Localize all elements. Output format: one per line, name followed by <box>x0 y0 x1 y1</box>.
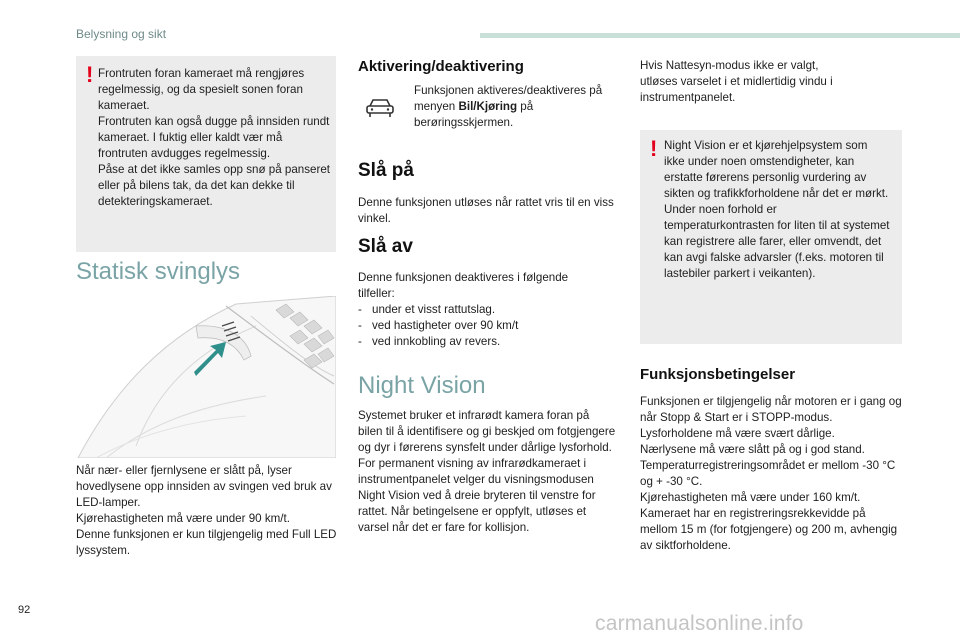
list-item: - under et visst rattutslag. <box>358 302 616 318</box>
switch-off-title: Slå av <box>358 236 413 257</box>
conditions-title: Funksjonsbetingelser <box>640 366 796 383</box>
camera-warning-text: Frontruten foran kameraet må rengjøres regelmessig, og da spesielt sonen foran kameraet. Frontruten kan også dugge på innsiden rundt kameraet. I fuktig eller kaldt vær må frontruten avdugges regelmessig. Påse at det ikke samles opp snø på panseret eller på bilens tak, da det kan dekke til detekteringskameraet. <box>98 67 331 208</box>
activation-text-menu: Bil/Kjøring <box>458 100 518 113</box>
static-light-text: Når nær- eller fjernlysene er slått på, lyser hovedlysene opp innsiden av svingen ved bruk av LED-lamper. Kjørehastigheten må være under 90 km/t. Denne funksjonen er kun tilgjengelig med Full LED lyssystem. <box>76 464 337 557</box>
headlight-illustration <box>76 296 336 458</box>
static-light-title: Statisk svinglys <box>76 258 241 285</box>
switch-on-title: Slå på <box>358 160 414 181</box>
switch-on-text: Denne funksjonen utløses når rattet vris til en viss vinkel. <box>358 196 614 225</box>
switch-off-intro: Denne funksjonen deaktiveres i følgende tilfeller: <box>358 271 569 300</box>
camera-warning-box <box>76 56 336 252</box>
switch-off-list <box>358 302 616 350</box>
conditions-text: Funksjonen er tilgjengelig når motoren er i gang og når Stopp & Start er i STOPP-modus. Lysforholdene må være svært dårlige. Nærlysene må være slått på og i god stand. Temperaturregistreringsområdet er mellom -30 °C og + -30 °C. Kjørehastigheten må være under 160 km/t. Kameraet har en registreringsrekkevidde på mellom 15 m (for fotgjengere) og 200 m, avhengig av siktforholdene. <box>640 395 902 552</box>
warning-exclamation-icon: ! <box>86 62 94 87</box>
list-item: - ved innkobling av revers. <box>358 334 616 350</box>
activation-text <box>414 83 606 131</box>
night-vision-title: Night Vision <box>358 372 486 399</box>
night-vision-text: Systemet bruker et infrarødt kamera foran på bilen til å identifisere og gi beskjed om fotgjengere og dyr i førerens synsfelt under dårlige lysforhold. For permanent visning av infrarødkameraet i instrumentpanelet velger du visningsmodusen Night Vision ved å dreie bryteren til venstre for rattet. Når betingelsene er oppfylt, utløses et varsel når det er fare for kollisjon. <box>358 409 616 534</box>
night-vision-warning-text: Night Vision er et kjørehjelpsystem som ikke under noen omstendigheter, kan erstatte førerens personlig vurdering av sikten og trafikkforholdene når det er mørkt. Under noen forhold er temperaturkontrasten for liten til at systemet kan registrere alle farer, eller omvendt, det kan avgi falske advarsler (f.eks. motoren til lastebiler parkert i veikanten). <box>664 139 890 280</box>
night-vision-warning-box <box>640 130 902 344</box>
car-front-icon <box>364 97 396 119</box>
watermark-text: carmanualsonline.info <box>595 612 804 635</box>
night-mode-intro: Hvis Nattesyn-modus ikke er valgt, utløses varselet i et midlertidig vindu i instrumentpanelet. <box>640 59 833 104</box>
activation-text-post: på berøringsskjermen. <box>414 100 534 129</box>
activation-title: Aktivering/deaktivering <box>358 58 524 75</box>
list-item: - ved hastigheter over 90 km/t <box>358 318 616 334</box>
activation-text-pre: Funksjonen aktiveres/deaktiveres på menyen <box>414 84 603 113</box>
headlight-drawing <box>76 296 336 458</box>
warning-exclamation-icon: ! <box>650 136 658 161</box>
section-header: Belysning og sikt <box>76 27 167 41</box>
header-accent-bar <box>480 33 960 38</box>
page-number: 92 <box>18 604 31 616</box>
